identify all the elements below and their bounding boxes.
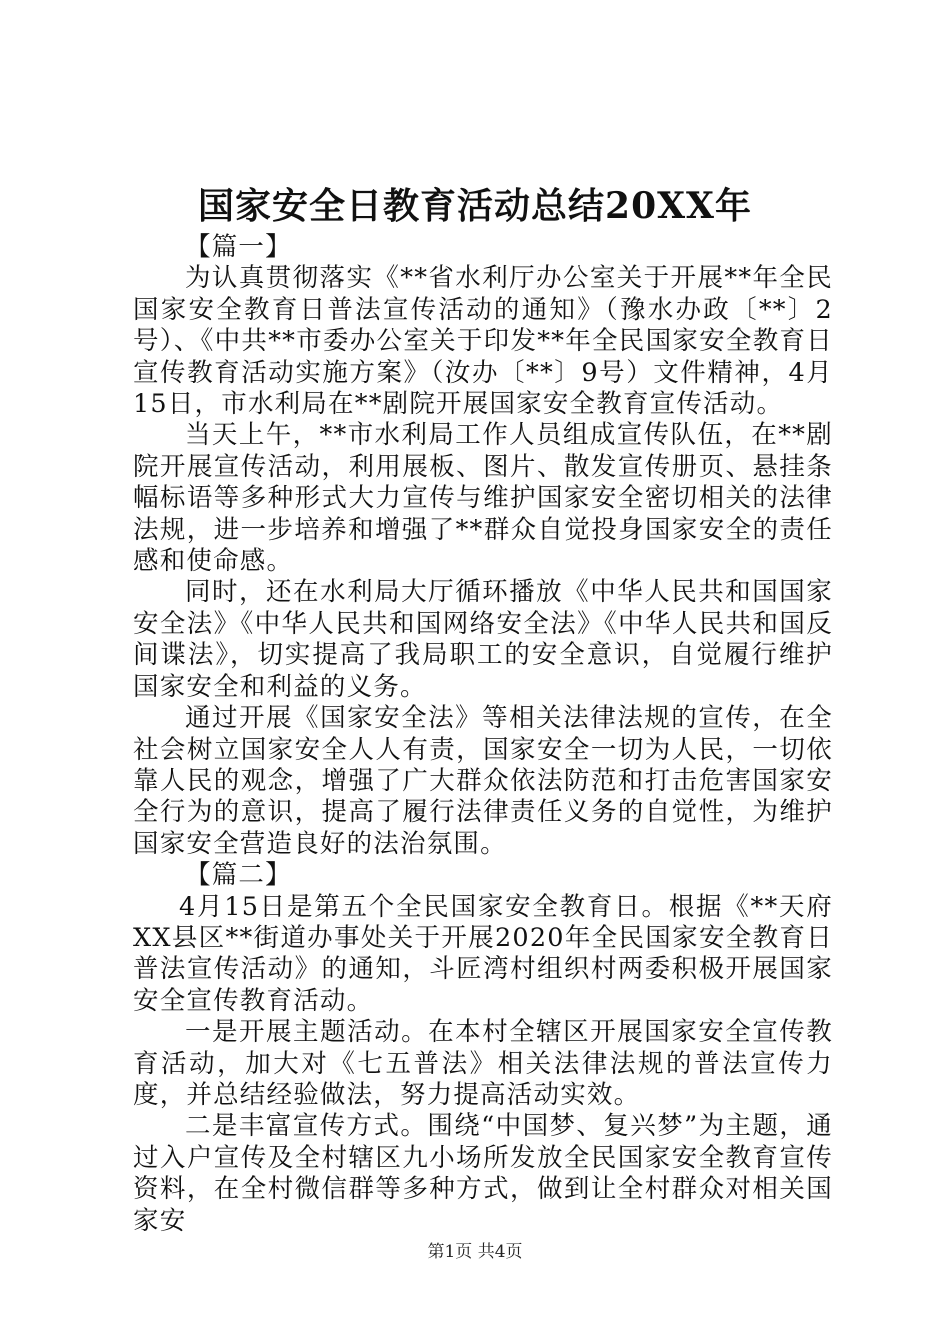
paragraph: 通过开展《国家安全法》等相关法律法规的宣传，在全社会树立国家安全人人有责，国家安全一切为人民，一切依靠人民的观念，增强了广大群众依法防范和打击危害国家安全行为的意识，提高了履行法律责任义务的自觉性，为维护国家安全营造良好的法治氛围。 bbox=[133, 703, 833, 859]
paragraph: 同时，还在水利局大厅循环播放《中华人民共和国国家安全法》《中华人民共和国网络安全法》《中华人民共和国反间谍法》，切实提高了我局职工的安全意识，自觉履行维护国家安全和利益的义务。 bbox=[133, 577, 833, 702]
paragraph: 二是丰富宣传方式。围绕“中国梦、复兴梦”为主题，通过入户宣传及全村辖区九小场所发放全民国家安全教育宣传资料，在全村微信群等多种方式，做到让全村群众对相关国家安 bbox=[133, 1111, 833, 1236]
section-heading-1: 【篇一】 bbox=[185, 232, 292, 262]
page-footer: 第1页 共4页 bbox=[427, 1242, 523, 1262]
document-title: 国家安全日教育活动总结20XX年 bbox=[198, 185, 752, 227]
paragraph: 一是开展主题活动。在本村全辖区开展国家安全宣传教育活动，加大对《七五普法》相关法律法规的普法宣传力度，并总结经验做法，努力提高活动实效。 bbox=[133, 1017, 833, 1110]
paragraph: 4月15日是第五个全民国家安全教育日。根据《**天府XX县区**街道办事处关于开展2020年全民国家安全教育日普法宣传活动》的通知，斗匠湾村组织村两委积极开展国家安全宣传教育活动。 bbox=[133, 891, 833, 1016]
document-body bbox=[133, 232, 833, 1237]
paragraph: 为认真贯彻落实《**省水利厅办公室关于开展**年全民国家安全教育日普法宣传活动的通知》（豫水办政〔**〕2号）、《中共**市委办公室关于印发**年全民国家安全教育日宣传教育活动实施方案》（汝办〔**〕9号）文件精神，4月15日，市水利局在**剧院开展国家安全教育宣传活动。 bbox=[133, 263, 833, 420]
paragraph: 当天上午，**市水利局工作人员组成宣传队伍，在**剧院开展宣传活动，利用展板、图片、散发宣传册页、悬挂条幅标语等多种形式大力宣传与维护国家安全密切相关的法律法规，进一步培养和增强了**群众自觉投身国家安全的责任感和使命感。 bbox=[133, 420, 833, 577]
section-heading-2: 【篇二】 bbox=[185, 860, 292, 891]
